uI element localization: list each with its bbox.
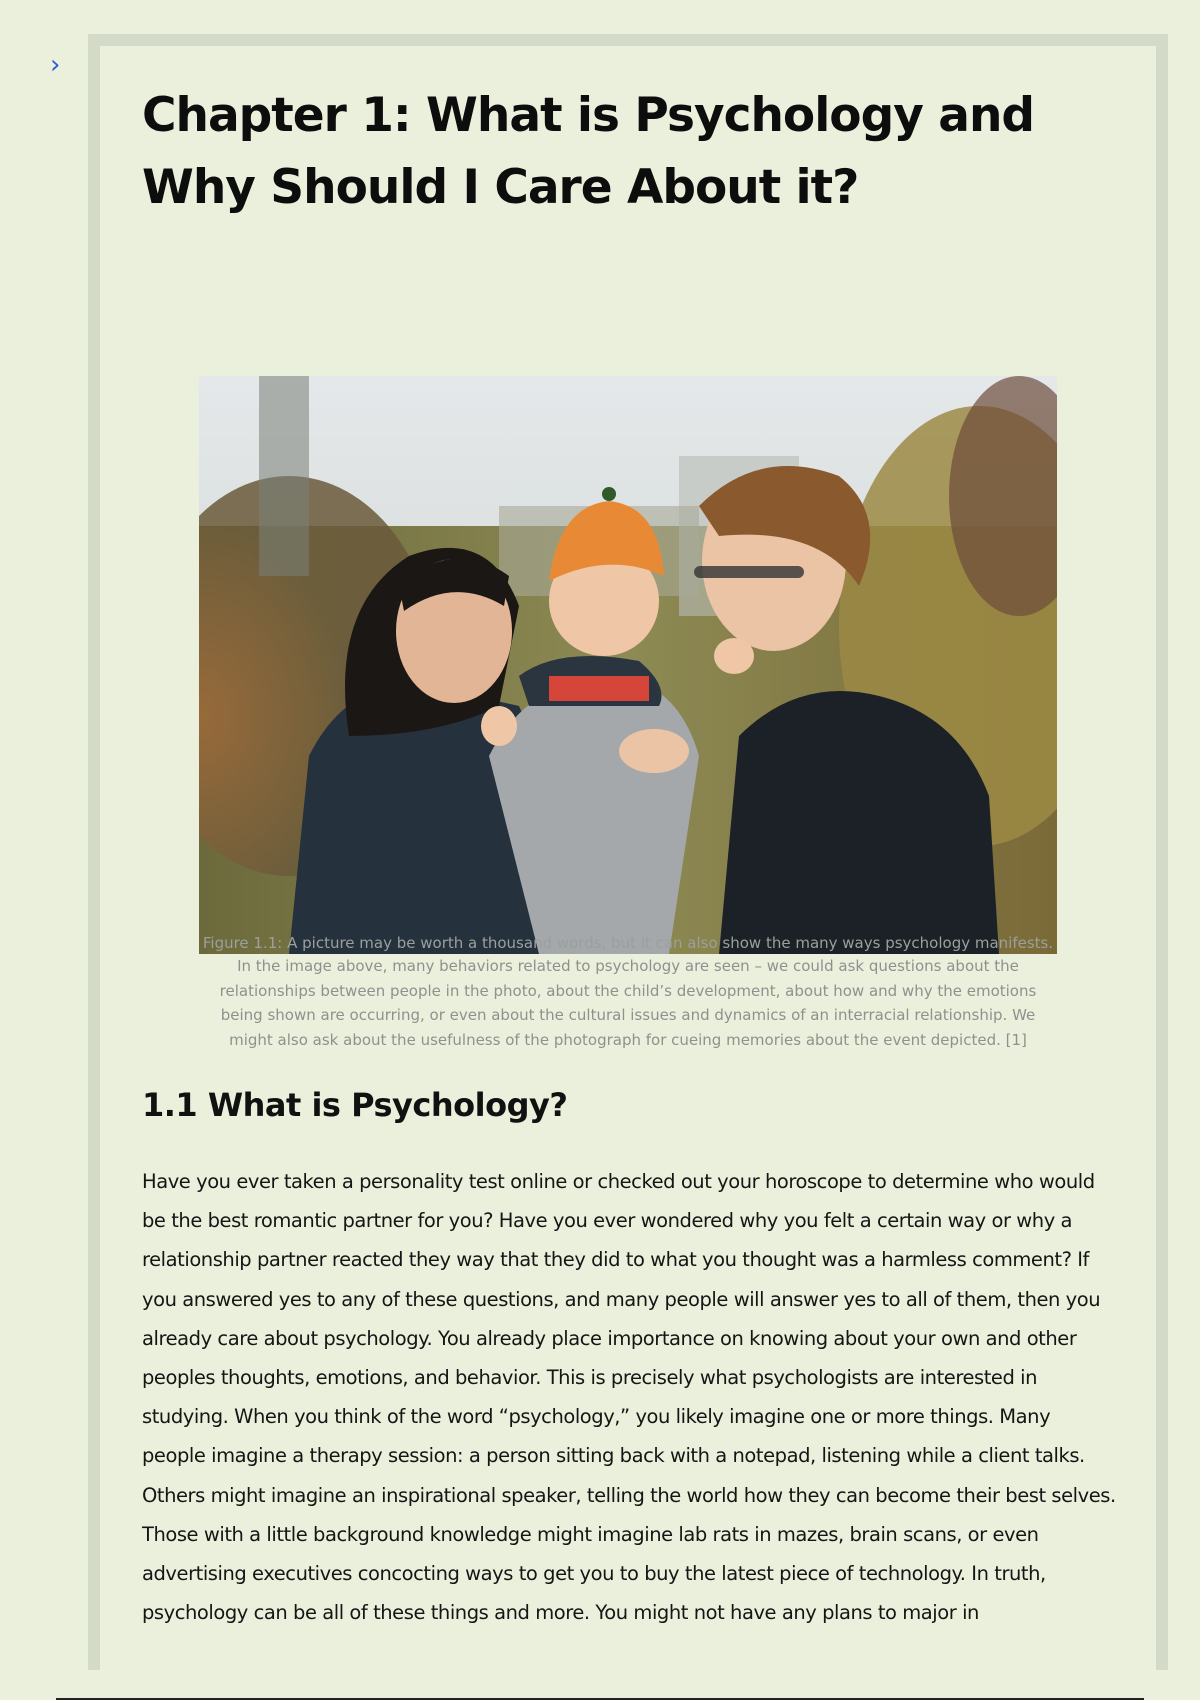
figure-image — [199, 376, 1057, 954]
sidebar-toggle-icon[interactable]: › — [50, 50, 61, 80]
chapter-title: Chapter 1: What is Psychology and Why Should I Care About it? — [142, 88, 1035, 215]
figure-caption: In the image above, many behaviors related to psychology are seen – we could ask questions about the relationships between people in the photo, about the child’s development, about how and why the emotions being shown are occurring, or even about the cultural issues and dynamics of an interracial relationship. We might also ask about the usefulness of the photograph for cueing memories about the event depicted. [1] — [219, 957, 1037, 1049]
body-paragraph: Have you ever taken a personality test online or checked out your horoscope to determine who would be the best romantic partner for you? Have you ever wondered why you felt a certain way or why a relationship partner reacted they way that they did to what you thought was a harmless comment? If you answered yes to any of these questions, and many people will answer yes to all of them, then you already care about psychology. You already place importance on knowing about your own and other peoples thoughts, emotions, and behavior. This is precisely what psychologists are interested in studying. When you think of the word “psychology,” you likely imagine one or more things. Many people imagine a therapy session: a person sitting back with a notepad, listening while a client talks. Others might imagine an inspirational speaker, telling the world how they can become their best selves. Those with a little background knowledge might imagine lab rats in mazes, brain scans, or even advertising executives concocting ways to get you to buy the latest piece of technology. In truth, psychology can be all of these things and more. You might not have any plans to major in — [142, 1170, 1116, 1625]
document-page — [100, 46, 1156, 1670]
figure-caption-title: Figure 1.1: A picture may be worth a thousand words, but it can also show the many ways psychology manifests. — [202, 934, 1054, 952]
family-photo-icon — [199, 376, 1057, 954]
section-heading: 1.1 What is Psychology? — [142, 1086, 568, 1124]
